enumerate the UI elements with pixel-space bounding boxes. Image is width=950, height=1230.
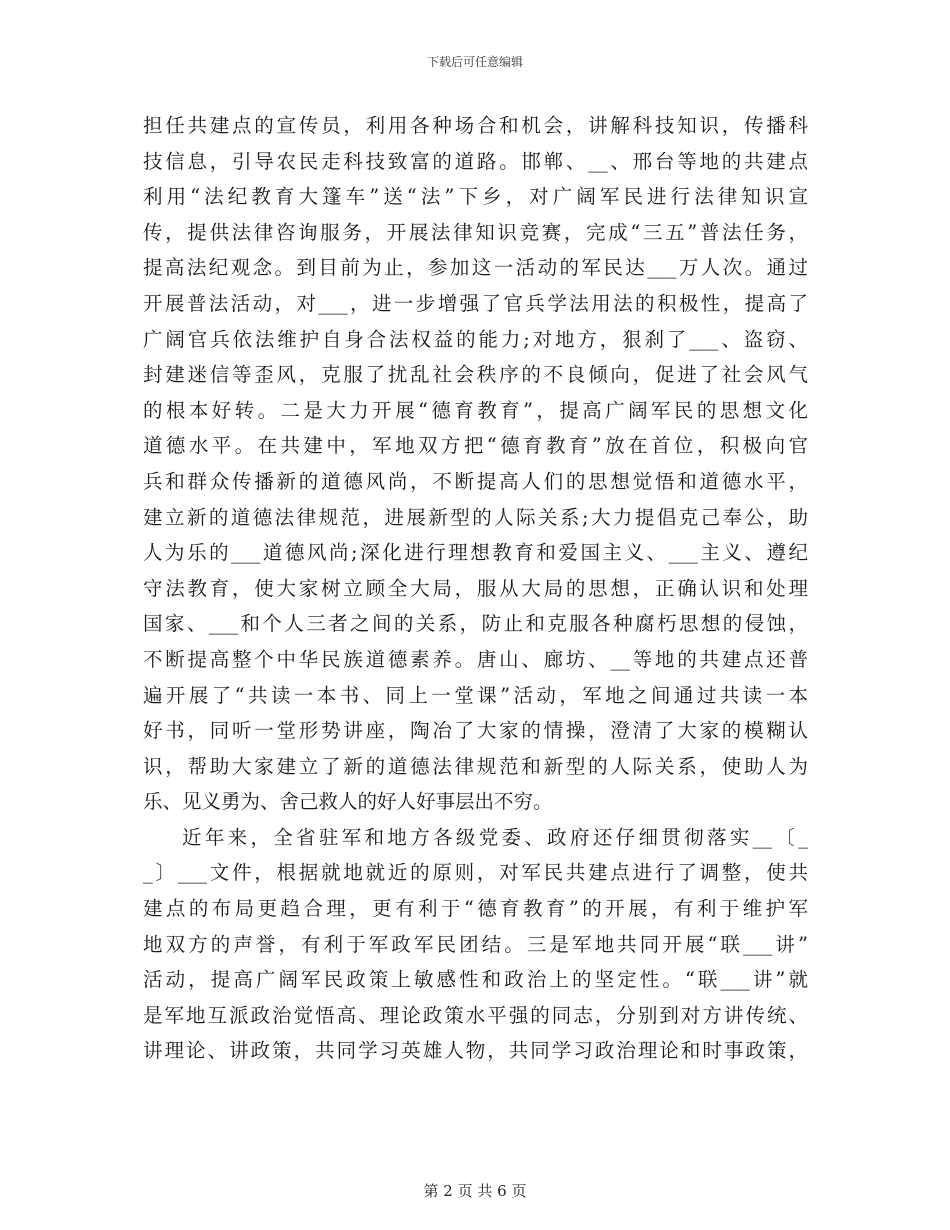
text-line: 开展普法活动，对___，进一步增强了官兵学法用法的积极性，提高了 — [143, 291, 808, 315]
text-line: 担任共建点的宣传员，利用各种场合和机会，讲解科技知识，传播科 — [143, 114, 808, 137]
text-line: 的根本好转。二是大力开展“德育教育”，提高广阔军民的思想文化 — [143, 398, 808, 422]
text-line: 技信息，引导农民走科技致富的道路。邯郸、__、邢台等地的共建点 — [143, 149, 808, 173]
text-line: 提高法纪观念。到目前为止，参加这一活动的军民达___万人次。通过 — [143, 256, 808, 280]
text-line: 遍开展了“共读一本书、同上一堂课”活动，军地之间通过共读一本 — [143, 683, 808, 707]
text-line: 利用“法纪教育大篷车”送“法”下乡，对广阔军民进行法律知识宣 — [143, 185, 808, 209]
page-header-note: 下载后可任意编辑 — [426, 55, 523, 69]
text-line: 近年来，全省驻军和地方各级党委、政府还仔细贯彻落实__〔_ — [182, 825, 808, 849]
text-line: 不断提高整个中华民族道德素养。唐山、廊坊、__等地的共建点还普 — [143, 647, 808, 671]
text-line: 兵和群众传播新的道德风尚，不断提高人们的思想觉悟和道德水平， — [143, 469, 808, 493]
text-line: 道德水平。在共建中，军地双方把“德育教育”放在首位，积极向官 — [143, 434, 808, 458]
text-line: 是军地互派政治觉悟高、理论政策水平强的同志，分别到对方讲传统、 — [143, 1003, 808, 1027]
text-line: 人为乐的___道德风尚;深化进行理想教育和爱国主义、___主义、遵纪 — [143, 541, 808, 565]
text-line: 封建迷信等歪风，克服了扰乱社会秩序的不良倾向，促进了社会风气 — [143, 363, 808, 387]
page-number: 第 2 页 共 6 页 — [423, 1182, 527, 1200]
text-line: 国家、___和个人三者之间的关系，防止和克服各种腐朽思想的侵蚀， — [143, 612, 808, 636]
text-line: 建点的布局更趋合理，更有利于“德育教育”的开展，有利于维护军 — [143, 897, 808, 921]
document-body — [143, 108, 808, 1069]
text-line: 传，提供法律咨询服务，开展法律知识竞赛，完成“三五”普法任务， — [143, 220, 808, 244]
text-line: _〕___文件，根据就地就近的原则，对军民共建点进行了调整，使共 — [143, 861, 808, 885]
text-line: 讲理论、讲政策，共同学习英雄人物，共同学习政治理论和时事政策， — [143, 1039, 808, 1063]
text-line: 活动，提高广阔军民政策上敏感性和政治上的坚定性。“联___讲”就 — [143, 968, 808, 992]
text-line: 乐、见义勇为、舍己救人的好人好事层出不穷。 — [143, 790, 553, 814]
text-line: 好书，同听一堂形势讲座，陶冶了大家的情操，澄清了大家的模糊认 — [143, 719, 808, 743]
text-line: 守法教育，使大家树立顾全大局，服从大局的思想，正确认识和处理 — [143, 576, 808, 600]
text-line: 建立新的道德法律规范，进展新型的人际关系;大力提倡克己奉公，助 — [143, 505, 808, 529]
text-line: 地双方的声誉，有利于军政军民团结。三是军地共同开展“联___讲” — [143, 932, 808, 956]
text-line: 广阔官兵依法维护自身合法权益的能力;对地方，狠刹了___、盗窃、 — [143, 327, 808, 351]
text-line: 识，帮助大家建立了新的道德法律规范和新型的人际关系，使助人为 — [143, 754, 808, 778]
